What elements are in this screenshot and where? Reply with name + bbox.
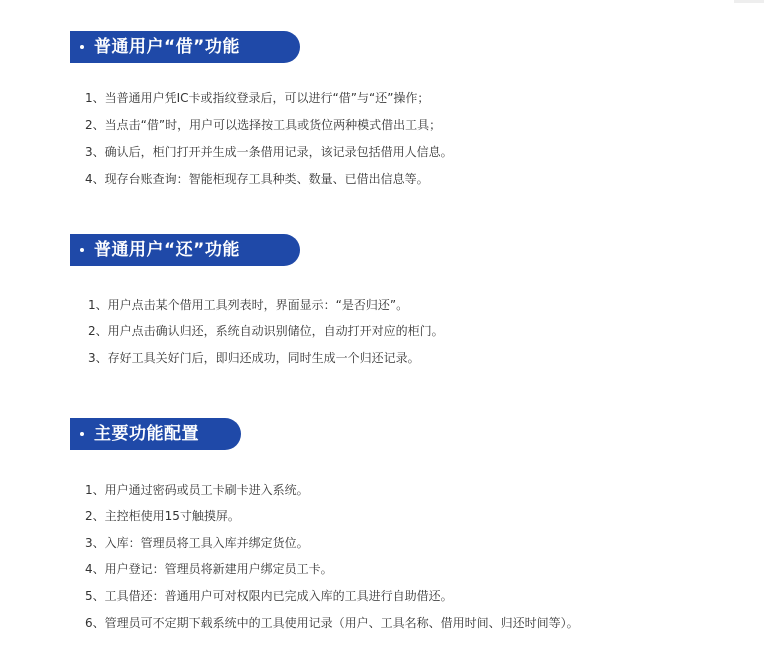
- section-title: 普通用户“借”功能: [94, 37, 240, 57]
- list-item: 3、存好工具关好门后，即归还成功，同时生成一个归还记录。: [88, 351, 420, 365]
- list-item: 2、用户点击确认归还，系统自动识别储位，自动打开对应的柜门。: [88, 324, 444, 338]
- section-title-banner: [70, 418, 241, 450]
- section-title: 普通用户“还”功能: [94, 240, 240, 260]
- list-item: 5、工具借还：普通用户可对权限内已完成入库的工具进行自助借还。: [85, 589, 453, 603]
- list-item: 3、入库：管理员将工具入库并绑定货位。: [85, 536, 309, 550]
- section-title-banner: [70, 31, 300, 63]
- bullet-dot-icon: [80, 432, 84, 436]
- bullet-dot-icon: [80, 45, 84, 49]
- top-divider: [734, 0, 764, 3]
- list-item: 3、确认后，柜门打开并生成一条借用记录，该记录包括借用人信息。: [85, 145, 453, 159]
- list-item: 1、当普通用户凭IC卡或指纹登录后，可以进行“借”与“还”操作；: [85, 91, 430, 105]
- list-item: 4、现存台账查询：智能柜现存工具种类、数量、已借出信息等。: [85, 172, 429, 186]
- list-item: 2、主控柜使用15寸触摸屏。: [85, 509, 240, 523]
- bullet-dot-icon: [80, 248, 84, 252]
- list-item: 4、用户登记：管理员将新建用户绑定员工卡。: [85, 562, 333, 576]
- list-item: 2、当点击“借”时，用户可以选择按工具或货位两种模式借出工具；: [85, 118, 442, 132]
- section-title: 主要功能配置: [94, 424, 199, 444]
- list-item: 1、用户点击某个借用工具列表时，界面显示：“是否归还”。: [88, 298, 409, 312]
- list-item: 6、管理员可不定期下载系统中的工具使用记录（用户、工具名称、借用时间、归还时间等）。: [85, 616, 579, 630]
- list-item: 1、用户通过密码或员工卡刷卡进入系统。: [85, 483, 309, 497]
- section-title-banner: [70, 234, 300, 266]
